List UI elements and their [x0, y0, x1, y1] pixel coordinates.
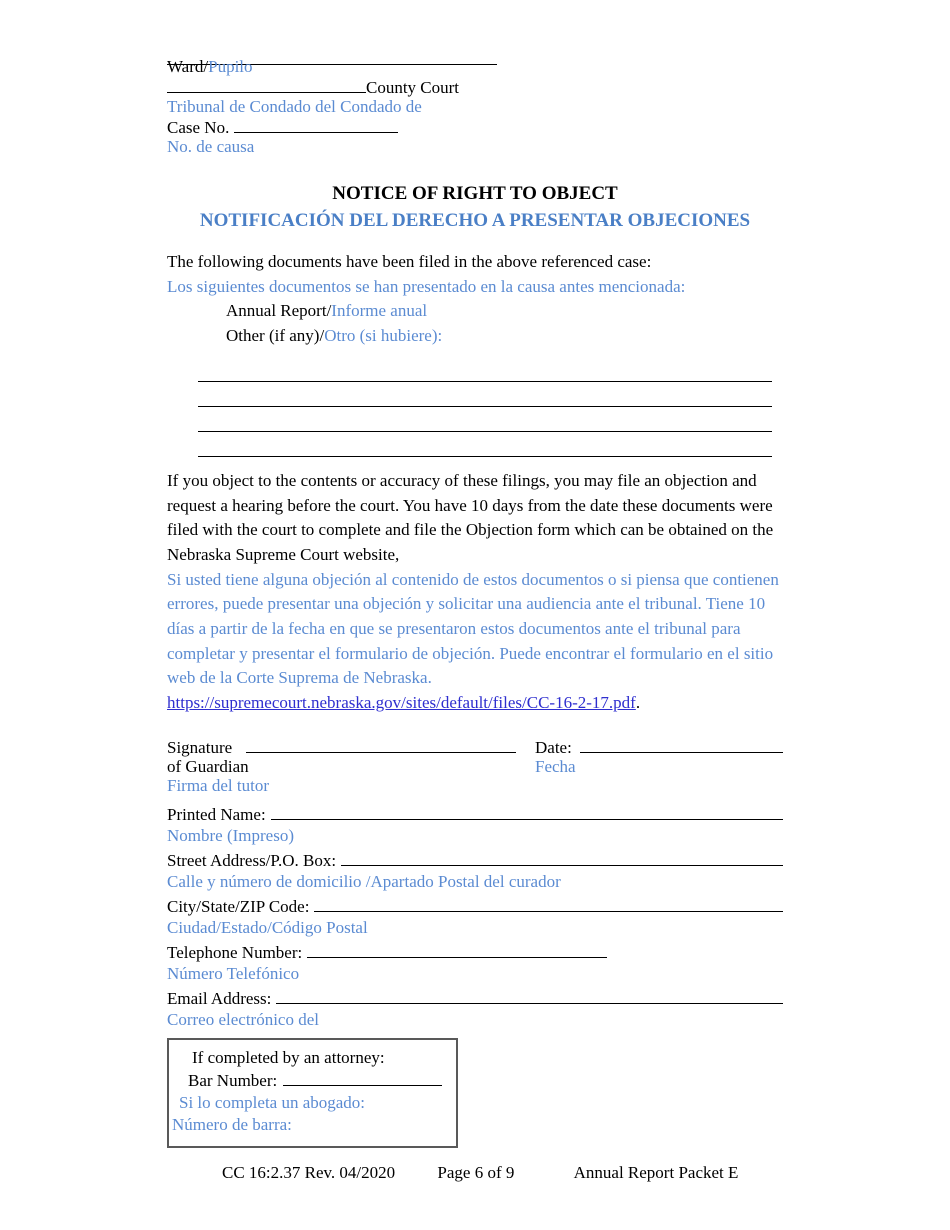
printed-name-label-es: Nombre (Impreso) — [167, 825, 294, 845]
case-no-label: Case No. — [167, 118, 230, 138]
intro-section — [167, 250, 783, 349]
county-court-label-es: Tribunal de Condado del Condado de — [167, 96, 422, 116]
attorney-box-line-en: If completed by an attorney: — [192, 1047, 385, 1067]
field-printed-name — [167, 803, 783, 845]
printed-name-label: Printed Name: — [167, 804, 266, 824]
case-caption — [167, 48, 783, 156]
telephone-fill-line — [307, 941, 607, 958]
county-fill-line — [167, 76, 366, 93]
write-in-line-4 — [198, 432, 772, 457]
county-court-label: County Court — [366, 78, 460, 98]
field-street-address — [167, 849, 783, 891]
objection-form-link[interactable]: https://supremecourt.nebraska.gov/sites/default/files/CC-16-2-17.pdf — [167, 693, 636, 713]
email-fill-line — [276, 987, 783, 1004]
street-address-label-es: Calle y número de domicilio /Apartado Postal del curador — [167, 871, 561, 891]
bar-number-label-es: Número de barra: — [172, 1114, 292, 1134]
case-no-fill-line — [234, 116, 398, 133]
field-email — [167, 987, 783, 1029]
city-state-zip-fill-line — [314, 895, 783, 912]
link-period: . — [635, 693, 641, 713]
signature-label: Signature — [167, 737, 233, 757]
signature-column — [167, 736, 535, 795]
telephone-label-es: Número Telefónico — [167, 963, 300, 983]
printed-name-row — [167, 803, 783, 827]
write-in-line-2 — [198, 382, 772, 407]
bar-number-row — [172, 1069, 442, 1092]
signature-row — [167, 736, 535, 757]
ward-label-es: Pupilo — [208, 57, 253, 76]
city-state-zip-row — [167, 895, 783, 919]
intro-text-es: Los siguientes documentos se han presentado en la causa antes mencionada: — [167, 276, 686, 296]
attorney-box — [167, 1038, 458, 1148]
ward-label-en: Ward/ — [167, 57, 209, 76]
intro-text-en: The following documents have been filed in the above referenced case: — [167, 252, 652, 272]
signature-label-es: Firma del tutor — [167, 775, 269, 795]
bar-number-label: Bar Number: — [188, 1070, 278, 1090]
document-item-other — [167, 324, 783, 349]
city-state-zip-label-es: Ciudad/Estado/Código Postal — [167, 917, 368, 937]
date-fill-line — [580, 736, 783, 753]
contact-fields — [167, 803, 783, 1029]
case-no-label-es: No. de causa — [167, 136, 255, 156]
page-number: Page 6 of 9 — [437, 1162, 515, 1182]
street-address-fill-line — [341, 849, 783, 866]
email-label-es: Correo electrónico del — [167, 1009, 319, 1029]
street-address-row — [167, 849, 783, 873]
form-title-block — [167, 180, 783, 234]
ward-name-row — [167, 48, 783, 58]
objection-form-link-row — [167, 691, 783, 716]
annual-report-label-en: Annual Report/ — [226, 301, 332, 321]
field-city-state-zip — [167, 895, 783, 937]
write-in-line-3 — [198, 407, 772, 432]
other-label-en: Other (if any)/ — [226, 326, 325, 346]
case-no-row — [167, 116, 783, 137]
telephone-label: Telephone Number: — [167, 942, 303, 962]
printed-name-fill-line — [271, 803, 783, 820]
telephone-row — [167, 941, 783, 965]
date-row — [535, 736, 783, 757]
of-guardian-label: of Guardian — [167, 756, 249, 776]
write-in-line-1 — [198, 357, 772, 382]
document-item-annual-report — [167, 299, 783, 324]
date-column — [535, 736, 783, 795]
other-label-es: Otro (si hubiere): — [324, 326, 443, 346]
form-title-es: NOTIFICACIÓN DEL DERECHO A PRESENTAR OBJECIONES — [199, 210, 751, 232]
objection-paragraph-en: If you object to the contents or accuracy of these filings, you may file an objection and request a hearing before the court. You have 10 days from the date these documents were filed with the court to complete and file the Objection form which can be obtained on the Nebraska Supreme Court website, — [167, 470, 774, 564]
date-label-es: Fecha — [535, 756, 576, 776]
form-content — [167, 48, 783, 1184]
bar-number-fill-line — [283, 1069, 442, 1086]
date-label: Date: — [535, 737, 572, 757]
packet-name: Annual Report Packet E — [573, 1162, 739, 1182]
county-court-row — [167, 76, 783, 97]
email-label: Email Address: — [167, 988, 272, 1008]
signature-fill-line — [246, 736, 516, 753]
form-number: CC 16:2.37 Rev. 04/2020 — [222, 1162, 396, 1182]
objection-paragraph-es: Si usted tiene alguna objeción al contenido de estos documentos o si piensa que contienen errores, puede presentar una objeción y solicitar una audiencia ante el tribunal. Tiene 10 días a partir de la fecha en que se presentaron estos documentos ante el tribunal para completar y presentar el formulario de objeción. Puede encontrar el formulario en el sitio web de la Corte Suprema de Nebraska. — [167, 569, 779, 688]
attorney-box-line-es: Si lo completa un abogado: — [179, 1092, 366, 1112]
annual-report-label-es: Informe anual — [331, 301, 428, 321]
field-telephone — [167, 941, 783, 983]
page-footer — [167, 1162, 783, 1184]
city-state-zip-label: City/State/ZIP Code: — [167, 896, 310, 916]
other-documents-write-in-area — [167, 357, 783, 457]
signature-section — [167, 736, 783, 795]
street-address-label: Street Address/P.O. Box: — [167, 850, 337, 870]
email-row — [167, 987, 783, 1011]
form-title-en: NOTICE OF RIGHT TO OBJECT — [332, 183, 618, 205]
